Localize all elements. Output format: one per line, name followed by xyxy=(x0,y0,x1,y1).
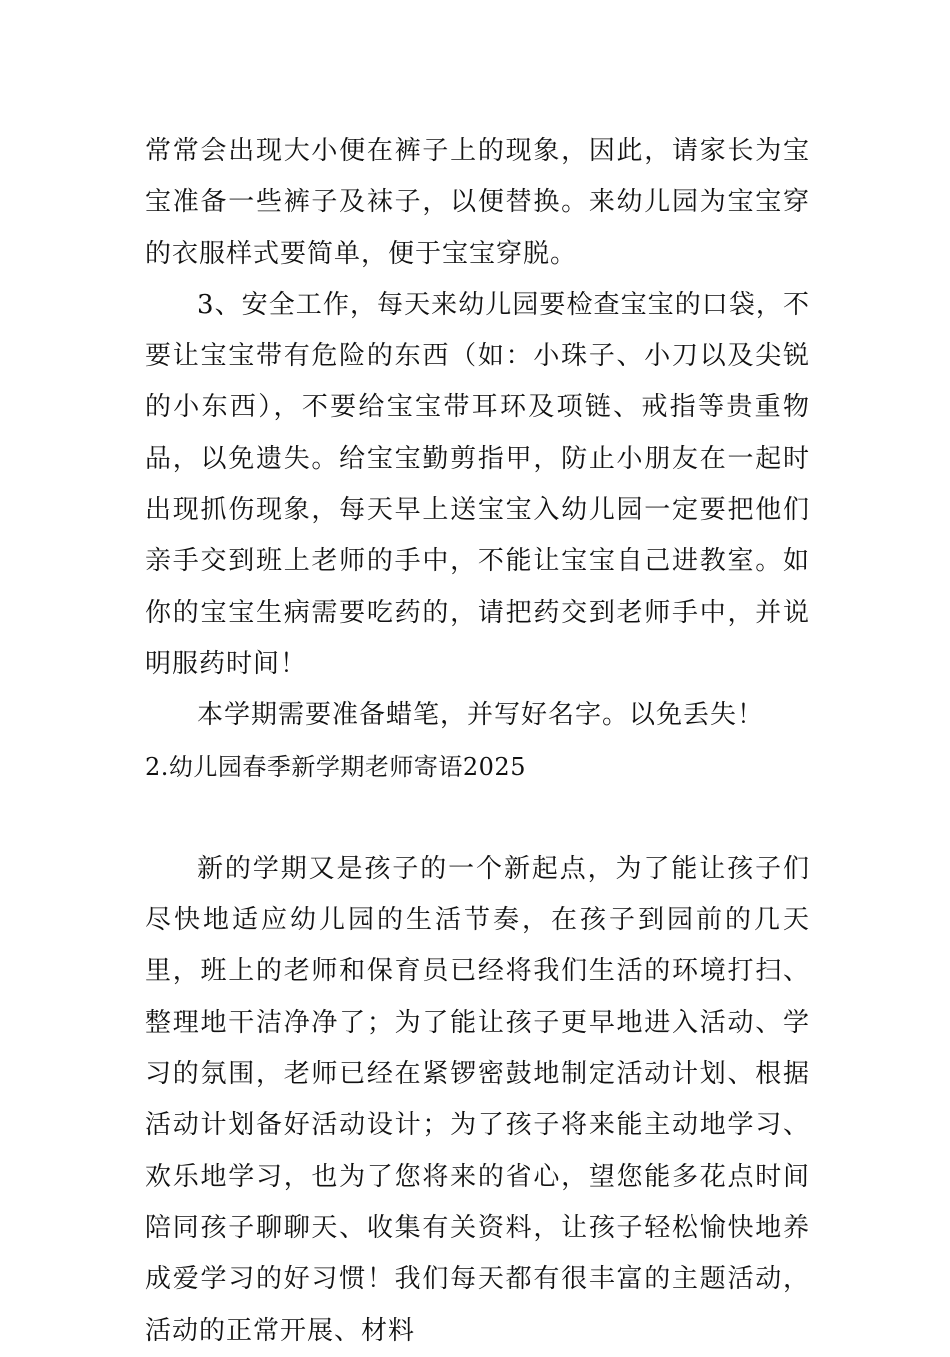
document-body xyxy=(145,126,810,1357)
section-heading: 2.幼儿园春季新学期老师寄语2025 xyxy=(145,752,526,781)
paragraph-new-term: 新的学期又是孩子的一个新起点，为了能让孩子们尽快地适应幼儿园的生活节奏，在孩子到园前的几天里，班上的老师和保育员已经将我们生活的环境打扫、整理地干洁净净了；为了能让孩子更早地进入活动、学习的氛围，老师已经在紧锣密鼓地制定活动计划、根据活动计划备好活动设计；为了孩子将来能主动地学习、欢乐地学习，也为了您将来的省心，望您能多花点时间陪同孩子聊聊天、收集有关资料，让孩子轻松愉快地养成爱学习的好习惯！我们每天都有很丰富的主题活动，活动的正常开展、材料 xyxy=(145,853,810,1346)
blank-line xyxy=(145,793,810,844)
paragraph-safety: 3、安全工作，每天来幼儿园要检查宝宝的口袋，不要让宝宝带有危险的东西（如：小珠子、小刀以及尖锐的小东西），不要给宝宝带耳环及项链、戒指等贵重物品，以免遗失。给宝宝勤剪指甲，防止小朋友在一起时出现抓伤现象，每天早上送宝宝入幼儿园一定要把他们亲手交到班上老师的手中，不能让宝宝自己进教室。如你的宝宝生病需要吃药的，请把药交到老师手中，并说明服药时间！ xyxy=(145,289,810,679)
paragraph-crayons: 本学期需要准备蜡笔，并写好名字。以免丢失！ xyxy=(197,700,765,731)
paragraph-continued: 常常会出现大小便在裤子上的现象，因此，请家长为宝宝准备一些裤子及袜子，以便替换。来幼儿园为宝宝穿的衣服样式要简单，便于宝宝穿脱。 xyxy=(145,136,810,269)
